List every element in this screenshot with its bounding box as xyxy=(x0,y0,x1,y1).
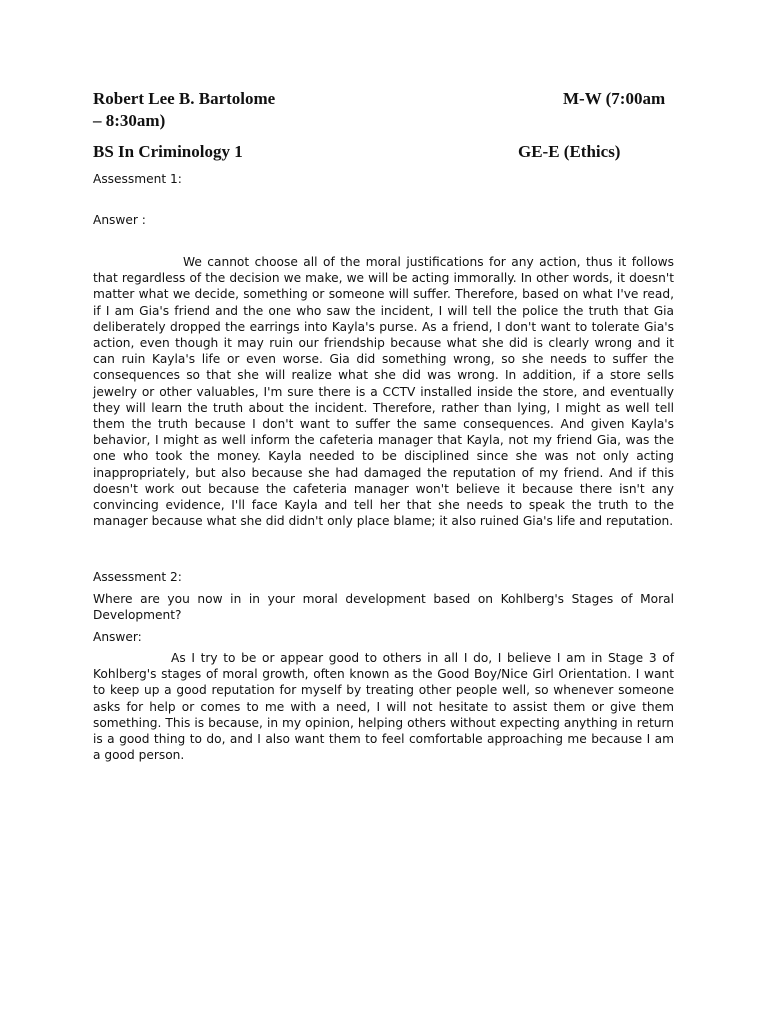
assessment-1-title: Assessment 1: xyxy=(93,172,182,186)
assessment-1-answer-label: Answer : xyxy=(93,213,146,227)
subject-name: GE-E (Ethics) xyxy=(518,142,621,161)
assessment-2-title: Assessment 2: xyxy=(93,570,182,584)
assessment-1-answer-text: We cannot choose all of the moral justifications for any action, thus it follows that regardless of the decision we make, we will be acting immorally. In other words, it doesn't matter what we decide, something or someone will suffer. Therefore, based on what I've read, if I am Gia's friend and the one who saw the incident, I will tell the police the truth that Gia deliberately dropped the earrings into Kayla's purse. As a friend, I don't want to tolerate Gia's action, even though it may ruin our friendship because what she did is clearly wrong and it can ruin Kayla's life or even worse. Gia did something wrong, so she needs to suffer the consequences so that she will realize what she did was wrong. In addition, if a store sells jewelry or other valuables, I'm sure there is a CCTV installed inside the store, and eventually they will learn the truth about the incident. Therefore, rather than lying, I might as well tell them the truth because I don't want to suffer the same consequences. And given Kayla's behavior, I might as well inform the cafeteria manager that Kayla, not my friend Gia, was the one who took the money. Kayla needed to be disciplined since she was not only acting inappropriately, but also because she had damaged the reputation of my friend. And if this doesn't work out because the cafeteria manager won't believe it because there isn't any convincing evidence, I'll face Kayla and tell her that she needs to speak the truth to the manager because what she did didn't only place blame; it also ruined Gia's life and reputation. xyxy=(93,255,674,529)
class-schedule: M-W (7:00am xyxy=(563,89,666,108)
assessment-2-answer-label: Answer: xyxy=(93,630,142,644)
assessment-2-answer-text: As I try to be or appear good to others in all I do, I believe I am in Stage 3 of Kohlberg's stages of moral growth, often known as the Good Boy/Nice Girl Orientation. I want to keep up a good reputation for myself by treating other people well, so whenever someone asks for help or comes to me with a need, I will not hesitate to assist them or give them something. This is because, in my opinion, helping others without expecting anything in return is a good thing to do, and I also want them to feel comfortable approaching me because I am a good person. xyxy=(93,651,674,763)
course-name: BS In Criminology 1 xyxy=(93,142,243,161)
assessment-2-question: Where are you now in in your moral development based on Kohlberg's Stages of Moral Development? xyxy=(93,592,674,623)
class-schedule-continued: – 8:30am) xyxy=(93,111,166,130)
student-name: Robert Lee B. Bartolome xyxy=(93,89,276,108)
